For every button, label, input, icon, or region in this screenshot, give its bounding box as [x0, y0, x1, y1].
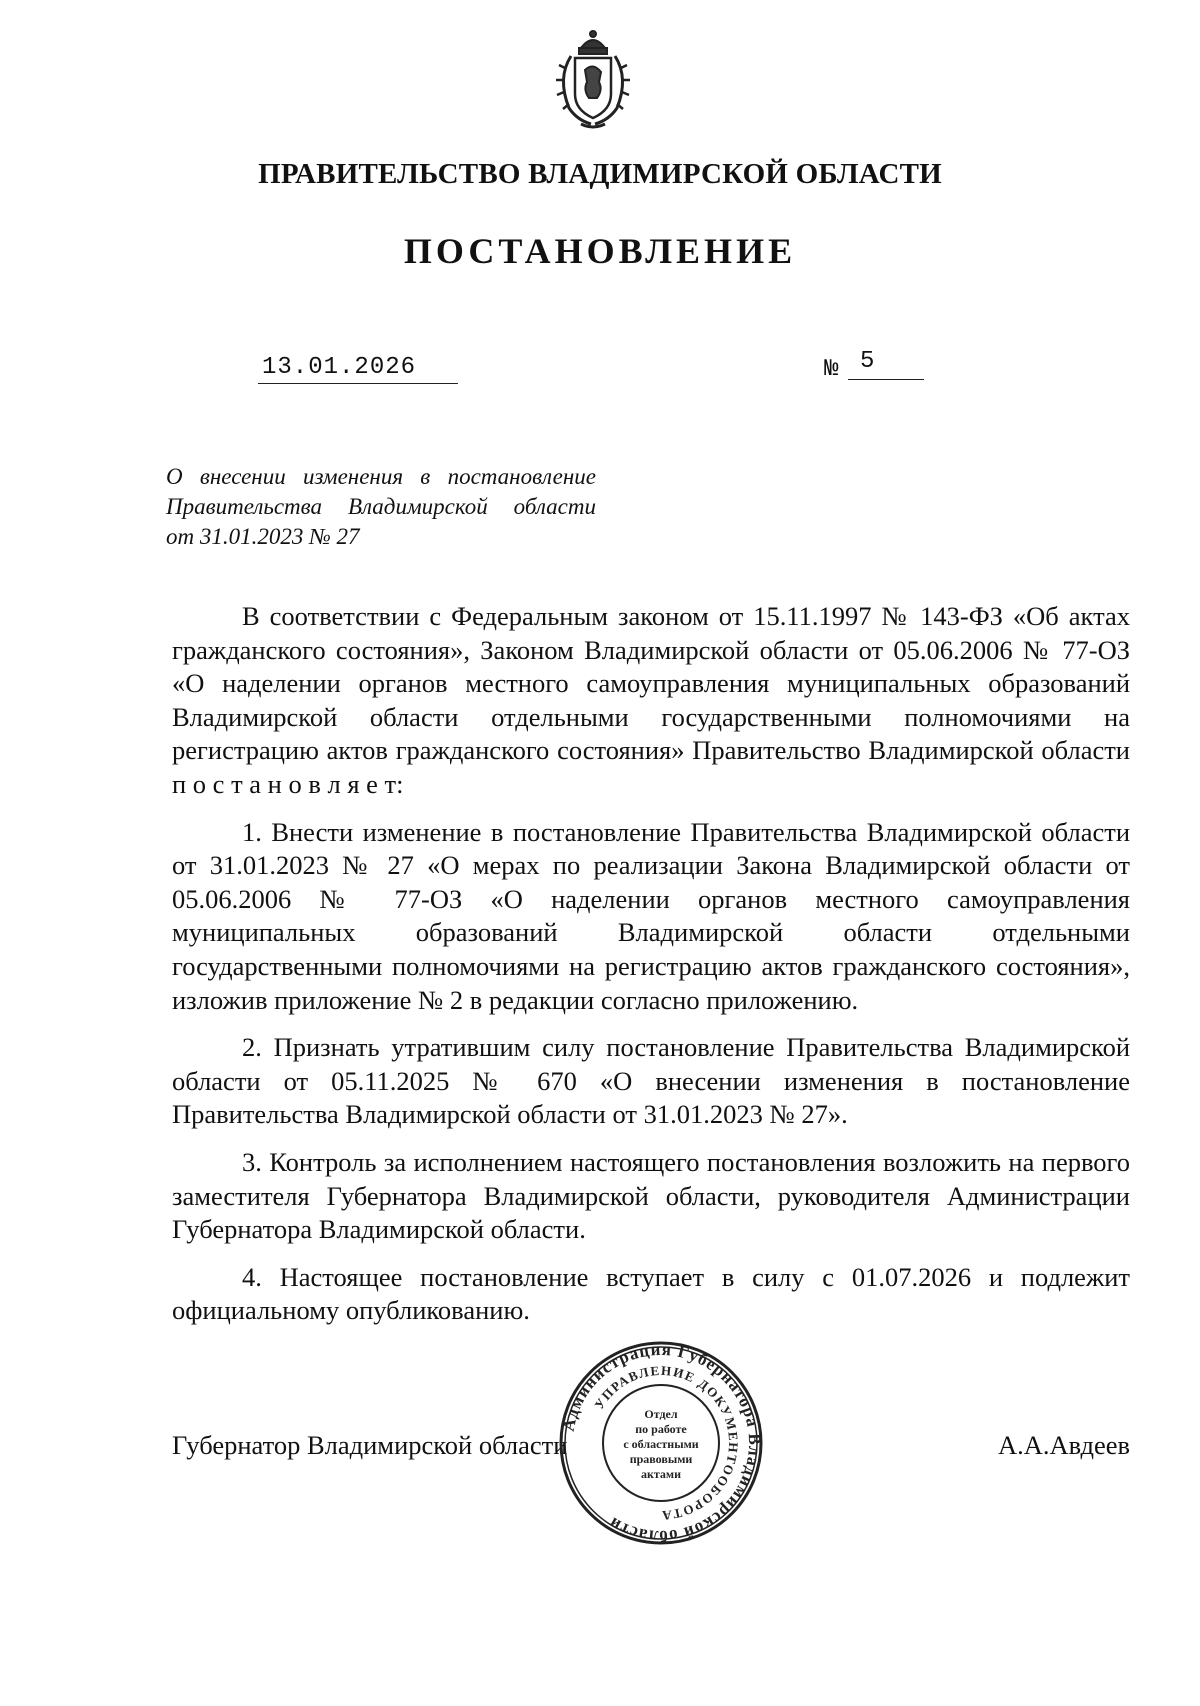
date-underline — [258, 383, 458, 385]
stamp-center-line: актами — [640, 1467, 682, 1481]
document-type-title: ПОСТАНОВЛЕНИЕ — [403, 231, 797, 271]
signatory-position: Губернатор Владимирской области — [172, 1430, 568, 1460]
clause-2: 2. Признать утратившим силу постановление Правительства Владимирской области от 05.11.2025 № 670 «О внесении изменения в постановление Правительства Владимирской области от 31.01.2023 № 27». — [172, 1032, 1130, 1130]
document-body — [172, 600, 1130, 1342]
clause-1: 1. Внести изменение в постановление Правительства Владимирской области от 31.01.2023 № 27 «О мерах по реализации Закона Владимирской области от 05.06.2006 № 77-ОЗ «О наделении органов местного самоуправления муниципальных образований Владимирской области отдельными государственными полномочиями на регистрацию актов гражданского состояния», изложив приложение № 2 в редакции согласно приложению. — [172, 816, 1130, 1015]
document-number: 5 — [860, 348, 875, 375]
subject-line: О внесении изменения в постановление — [166, 464, 596, 489]
stamp-center-line: по работе — [635, 1422, 687, 1436]
preamble-paragraph: В соответствии с Федеральным законом от 15.11.1997 № 143-ФЗ «Об актах гражданского состояния», Законом Владимирской области от 05.06.2006 № 77-ОЗ «О наделении органов местного самоуправления муниципальных образований Владимирской области отдельными государственными полномочиями на регистрацию актов гражданского состояния» Правительство Владимирской области п о с т а н о в л я е т: — [172, 601, 1130, 799]
stamp-outer-text: Администрация Губернатора Владимирской области — [558, 1339, 765, 1547]
stamp-middle-text: УПРАВЛЕНИЕ ДОКУМЕНТООБОРОТА — [591, 1362, 742, 1524]
clause-3: 3. Контроль за исполнением настоящего постановления возложить на первого заместителя Губернатора Владимирской области, руководителя Администрации Губернатора Владимирской области. — [172, 1146, 1130, 1245]
number-underline — [848, 379, 924, 380]
document-date: 13.01.2026 — [262, 354, 417, 381]
official-stamp — [556, 1338, 766, 1548]
organization-title: ПРАВИТЕЛЬСТВО ВЛАДИМИРСКОЙ ОБЛАСТИ — [258, 158, 942, 190]
subject-line: от 31.01.2023 № 27 — [166, 524, 360, 549]
number-sign: № — [824, 356, 839, 383]
stamp-center-line: с областными — [623, 1437, 699, 1451]
subject-line: Правительства Владимирской области — [166, 494, 596, 519]
stamp-center-line: Отдел — [644, 1407, 678, 1421]
coat-of-arms-icon — [543, 28, 643, 132]
stamp-center-line: правовыми — [629, 1452, 693, 1466]
signatory-name: А.А.Авдеев — [997, 1430, 1130, 1460]
clause-4: 4. Настоящее постановление вступает в силу с 01.07.2026 и подлежит официальному опубликованию. — [172, 1261, 1130, 1326]
document-subject — [166, 462, 596, 552]
